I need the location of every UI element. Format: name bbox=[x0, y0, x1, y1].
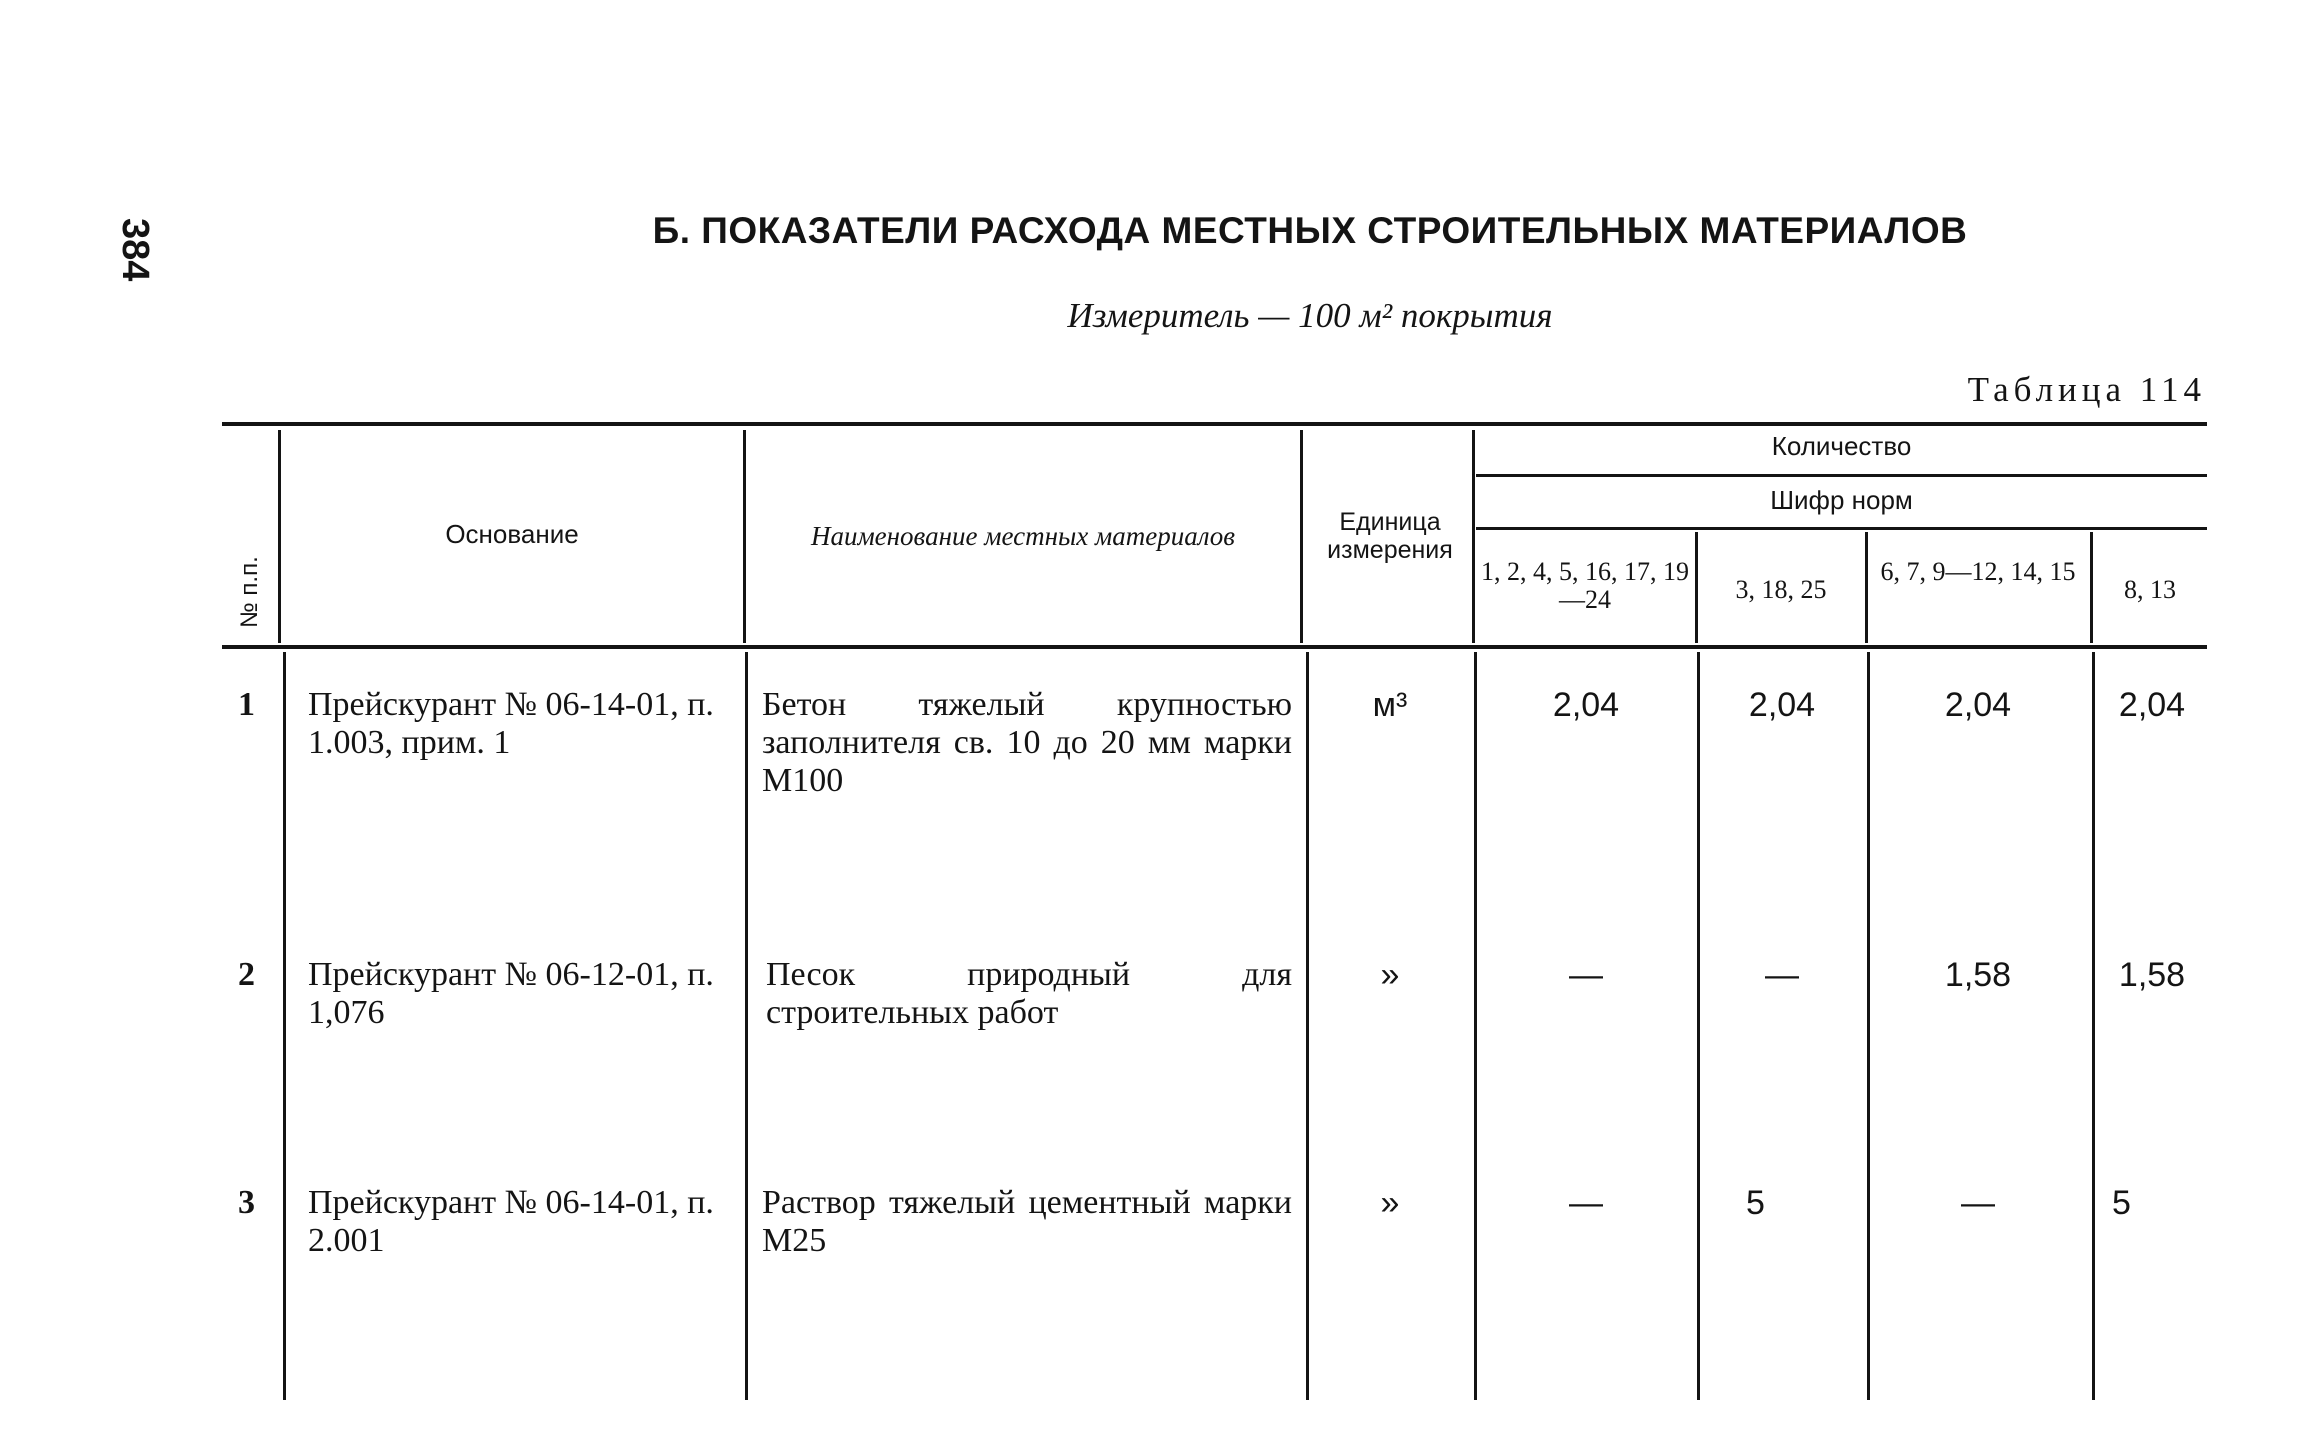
col-divider bbox=[278, 430, 281, 643]
col-divider bbox=[1697, 652, 1700, 1400]
row-value: 1,58 bbox=[1944, 956, 2012, 994]
row-value: 5 bbox=[1746, 1184, 1765, 1222]
header-basis: Основание bbox=[445, 519, 579, 549]
row-material: Раствор тяжелый цементный марки М25 bbox=[762, 1184, 1292, 1259]
row-basis: Прейскурант № 06-14-01, п. 2.001 bbox=[308, 1184, 714, 1259]
row-value: 2,04 bbox=[1944, 686, 2012, 724]
header-code-1: 1, 2, 4, 5, 16, 17, 19—24 bbox=[1481, 557, 1689, 614]
header-material: Наименование местных материалов bbox=[810, 521, 1236, 551]
row-value: 1,58 bbox=[2118, 956, 2186, 994]
col-divider bbox=[1300, 430, 1303, 643]
row-value: 5 bbox=[2112, 1184, 2131, 1222]
header-norm-code: Шифр норм bbox=[1770, 485, 1913, 515]
header-quantity: Количество bbox=[1771, 431, 1912, 461]
row-value: — bbox=[1569, 1184, 1603, 1222]
row-basis: Прейскурант № 06-12-01, п. 1,076 bbox=[308, 956, 714, 1031]
header-unit: Единица измерения bbox=[1327, 508, 1453, 564]
norm-rule bbox=[1476, 527, 2207, 530]
row-value: — bbox=[1961, 1184, 1995, 1222]
col-divider bbox=[1306, 652, 1309, 1400]
table-top-rule bbox=[222, 422, 2207, 426]
col-divider bbox=[283, 652, 286, 1400]
section-title: Б. ПОКАЗАТЕЛИ РАСХОДА МЕСТНЫХ СТРОИТЕЛЬНЫХ МАТЕРИАЛОВ bbox=[652, 210, 1968, 251]
row-value: 2,04 bbox=[1748, 686, 1816, 724]
table-label: Таблица 114 bbox=[1967, 370, 2206, 409]
row-unit: м³ bbox=[1372, 686, 1408, 724]
row-material: Бетон тяжелый крупностью заполнителя св. 10 до 20 мм марки М100 bbox=[762, 686, 1292, 799]
header-code-2: 3, 18, 25 bbox=[1735, 575, 1827, 604]
col-divider bbox=[2092, 652, 2095, 1400]
row-number: 2 bbox=[238, 956, 255, 993]
row-value: — bbox=[1765, 956, 1799, 994]
row-value: — bbox=[1569, 956, 1603, 994]
row-number: 1 bbox=[238, 686, 255, 723]
row-basis: Прейскурант № 06-14-01, п. 1.003, прим. 1 bbox=[308, 686, 714, 761]
row-unit: » bbox=[1380, 956, 1400, 994]
header-row-no: № п.п. bbox=[236, 556, 263, 628]
row-value: 2,04 bbox=[1552, 686, 1620, 724]
quantity-rule bbox=[1476, 474, 2207, 477]
col-divider bbox=[743, 430, 746, 643]
header-code-3: 6, 7, 9—12, 14, 15 bbox=[1880, 557, 2076, 586]
row-unit: » bbox=[1380, 1184, 1400, 1222]
col-divider bbox=[745, 652, 748, 1400]
measure-subtitle: Измеритель — 100 м² покрытия bbox=[1067, 296, 1553, 335]
col-divider bbox=[1865, 532, 1868, 643]
col-divider bbox=[1474, 652, 1477, 1400]
row-value: 2,04 bbox=[2118, 686, 2186, 724]
col-divider bbox=[1695, 532, 1698, 643]
header-bottom-rule bbox=[222, 645, 2207, 649]
col-divider bbox=[1472, 430, 1475, 643]
col-divider bbox=[2090, 532, 2093, 643]
page-number: 384 bbox=[114, 218, 156, 282]
col-divider bbox=[1867, 652, 1870, 1400]
header-code-4: 8, 13 bbox=[2124, 575, 2176, 604]
row-number: 3 bbox=[238, 1184, 255, 1221]
row-material: Песок природный для строительных работ bbox=[766, 956, 1292, 1031]
